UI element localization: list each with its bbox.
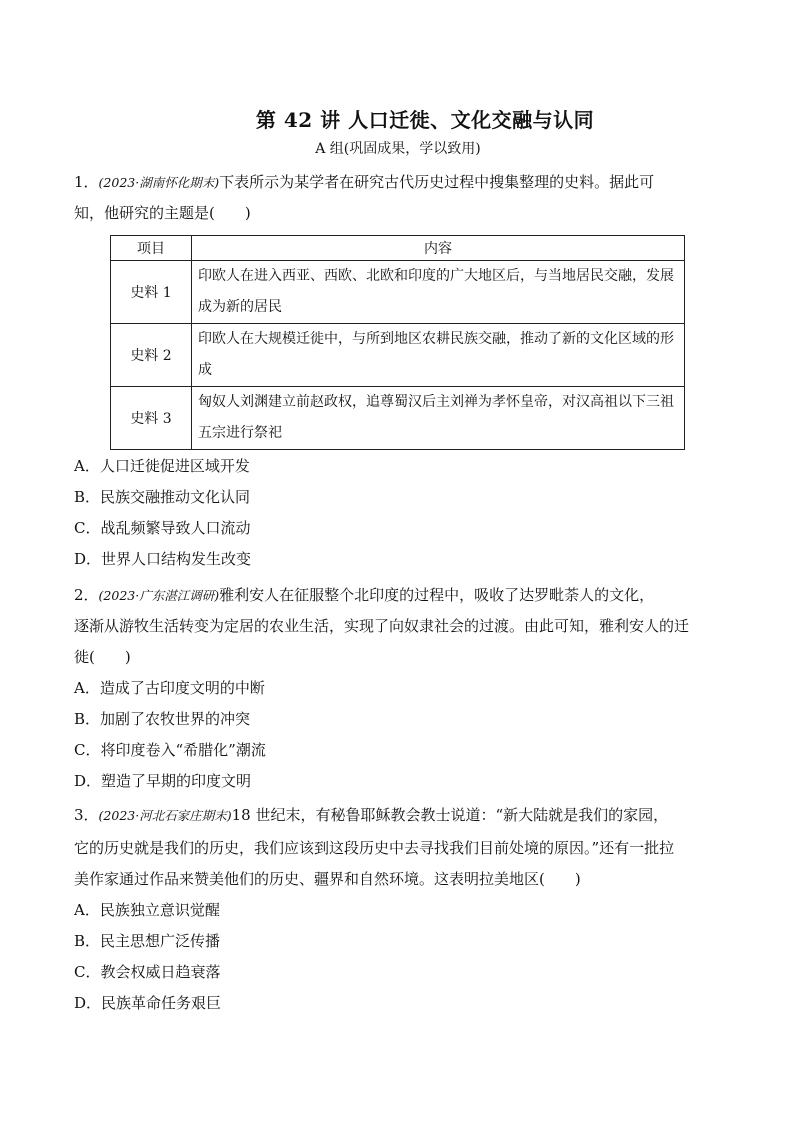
question-number: 1． — [74, 173, 99, 191]
table-row — [111, 324, 685, 387]
table-row-content: 印欧人在进入西亚、西欧、北欧和印度的广大地区后，与当地居民交融，发展成为新的居民 — [192, 261, 685, 324]
page-title: 第 42 讲 人口迁徙、文化交融与认同 — [255, 108, 595, 132]
question-source: (2023·广东湛江调研) — [98, 588, 220, 603]
option-a: A．人口迁徙促进区域开发 — [74, 457, 250, 475]
question-2-line-1 — [74, 585, 724, 606]
option-c: C．将印度卷入“希腊化”潮流 — [74, 741, 266, 759]
option-b: B．民主思想广泛传播 — [74, 932, 221, 950]
section-subtitle: A 组(巩固成果，学以致用) — [315, 141, 481, 157]
table-row-label: 史料 2 — [111, 324, 192, 387]
question-number: 2． — [74, 586, 99, 604]
question-text: 下表所示为某学者在研究古代历史过程中搜集整理的史料。据此可 — [219, 173, 655, 191]
question-number: 3． — [74, 806, 99, 824]
table-row-label: 史料 3 — [111, 387, 192, 450]
table-row — [111, 387, 685, 450]
option-b: B．加剧了农牧世界的冲突 — [74, 710, 251, 728]
question-1-line-1 — [74, 172, 724, 193]
option-d: D．世界人口结构发生改变 — [74, 550, 252, 568]
option-a: A．造成了古印度文明的中断 — [74, 679, 265, 697]
question-3-line-2: 它的历史就是我们的历史，我们应该到这段历史中去寻找我们目前处境的原因。”还有一批拉 — [74, 839, 675, 857]
option-d: D．民族革命任务艰巨 — [74, 994, 222, 1012]
option-b: B．民族交融推动文化认同 — [74, 488, 251, 506]
table-header-item: 项目 — [111, 236, 192, 261]
option-d: D．塑造了早期的印度文明 — [74, 772, 252, 790]
table-row-content: 印欧人在大规模迁徙中，与所到地区农耕民族交融，推动了新的文化区域的形成 — [192, 324, 685, 387]
option-c: C．教会权威日趋衰落 — [74, 963, 221, 981]
table-row — [111, 261, 685, 324]
question-2-line-3: 徙( ) — [74, 648, 131, 666]
question-2-line-2: 逐渐从游牧生活转变为定居的农业生活，实现了向奴隶社会的过渡。由此可知，雅利安人的迁 — [74, 617, 690, 635]
source-table — [110, 235, 685, 450]
option-a: A．民族独立意识觉醒 — [74, 901, 220, 919]
table-row-label: 史料 1 — [111, 261, 192, 324]
option-c: C．战乱频繁导致人口流动 — [74, 519, 251, 537]
table-header-row — [111, 236, 685, 261]
question-source: (2023·河北石家庄期末) — [98, 808, 232, 823]
table-header-content: 内容 — [192, 236, 685, 261]
question-3-line-3: 美作家通过作品来赞美他们的历史、疆界和自然环境。这表明拉美地区( ) — [74, 870, 581, 888]
question-3-line-1 — [74, 805, 724, 826]
question-text: 18 世纪末，有秘鲁耶稣教会教士说道：“新大陆就是我们的家园， — [231, 806, 669, 824]
question-1-line-2: 知，他研究的主题是( ) — [74, 204, 251, 222]
question-source: (2023·湖南怀化期末) — [98, 175, 220, 190]
question-text: 雅利安人在征服整个北印度的过程中，吸收了达罗毗荼人的文化， — [219, 586, 655, 604]
table-row-content: 匈奴人刘渊建立前赵政权，追尊蜀汉后主刘禅为孝怀皇帝，对汉高祖以下三祖五宗进行祭祀 — [192, 387, 685, 450]
